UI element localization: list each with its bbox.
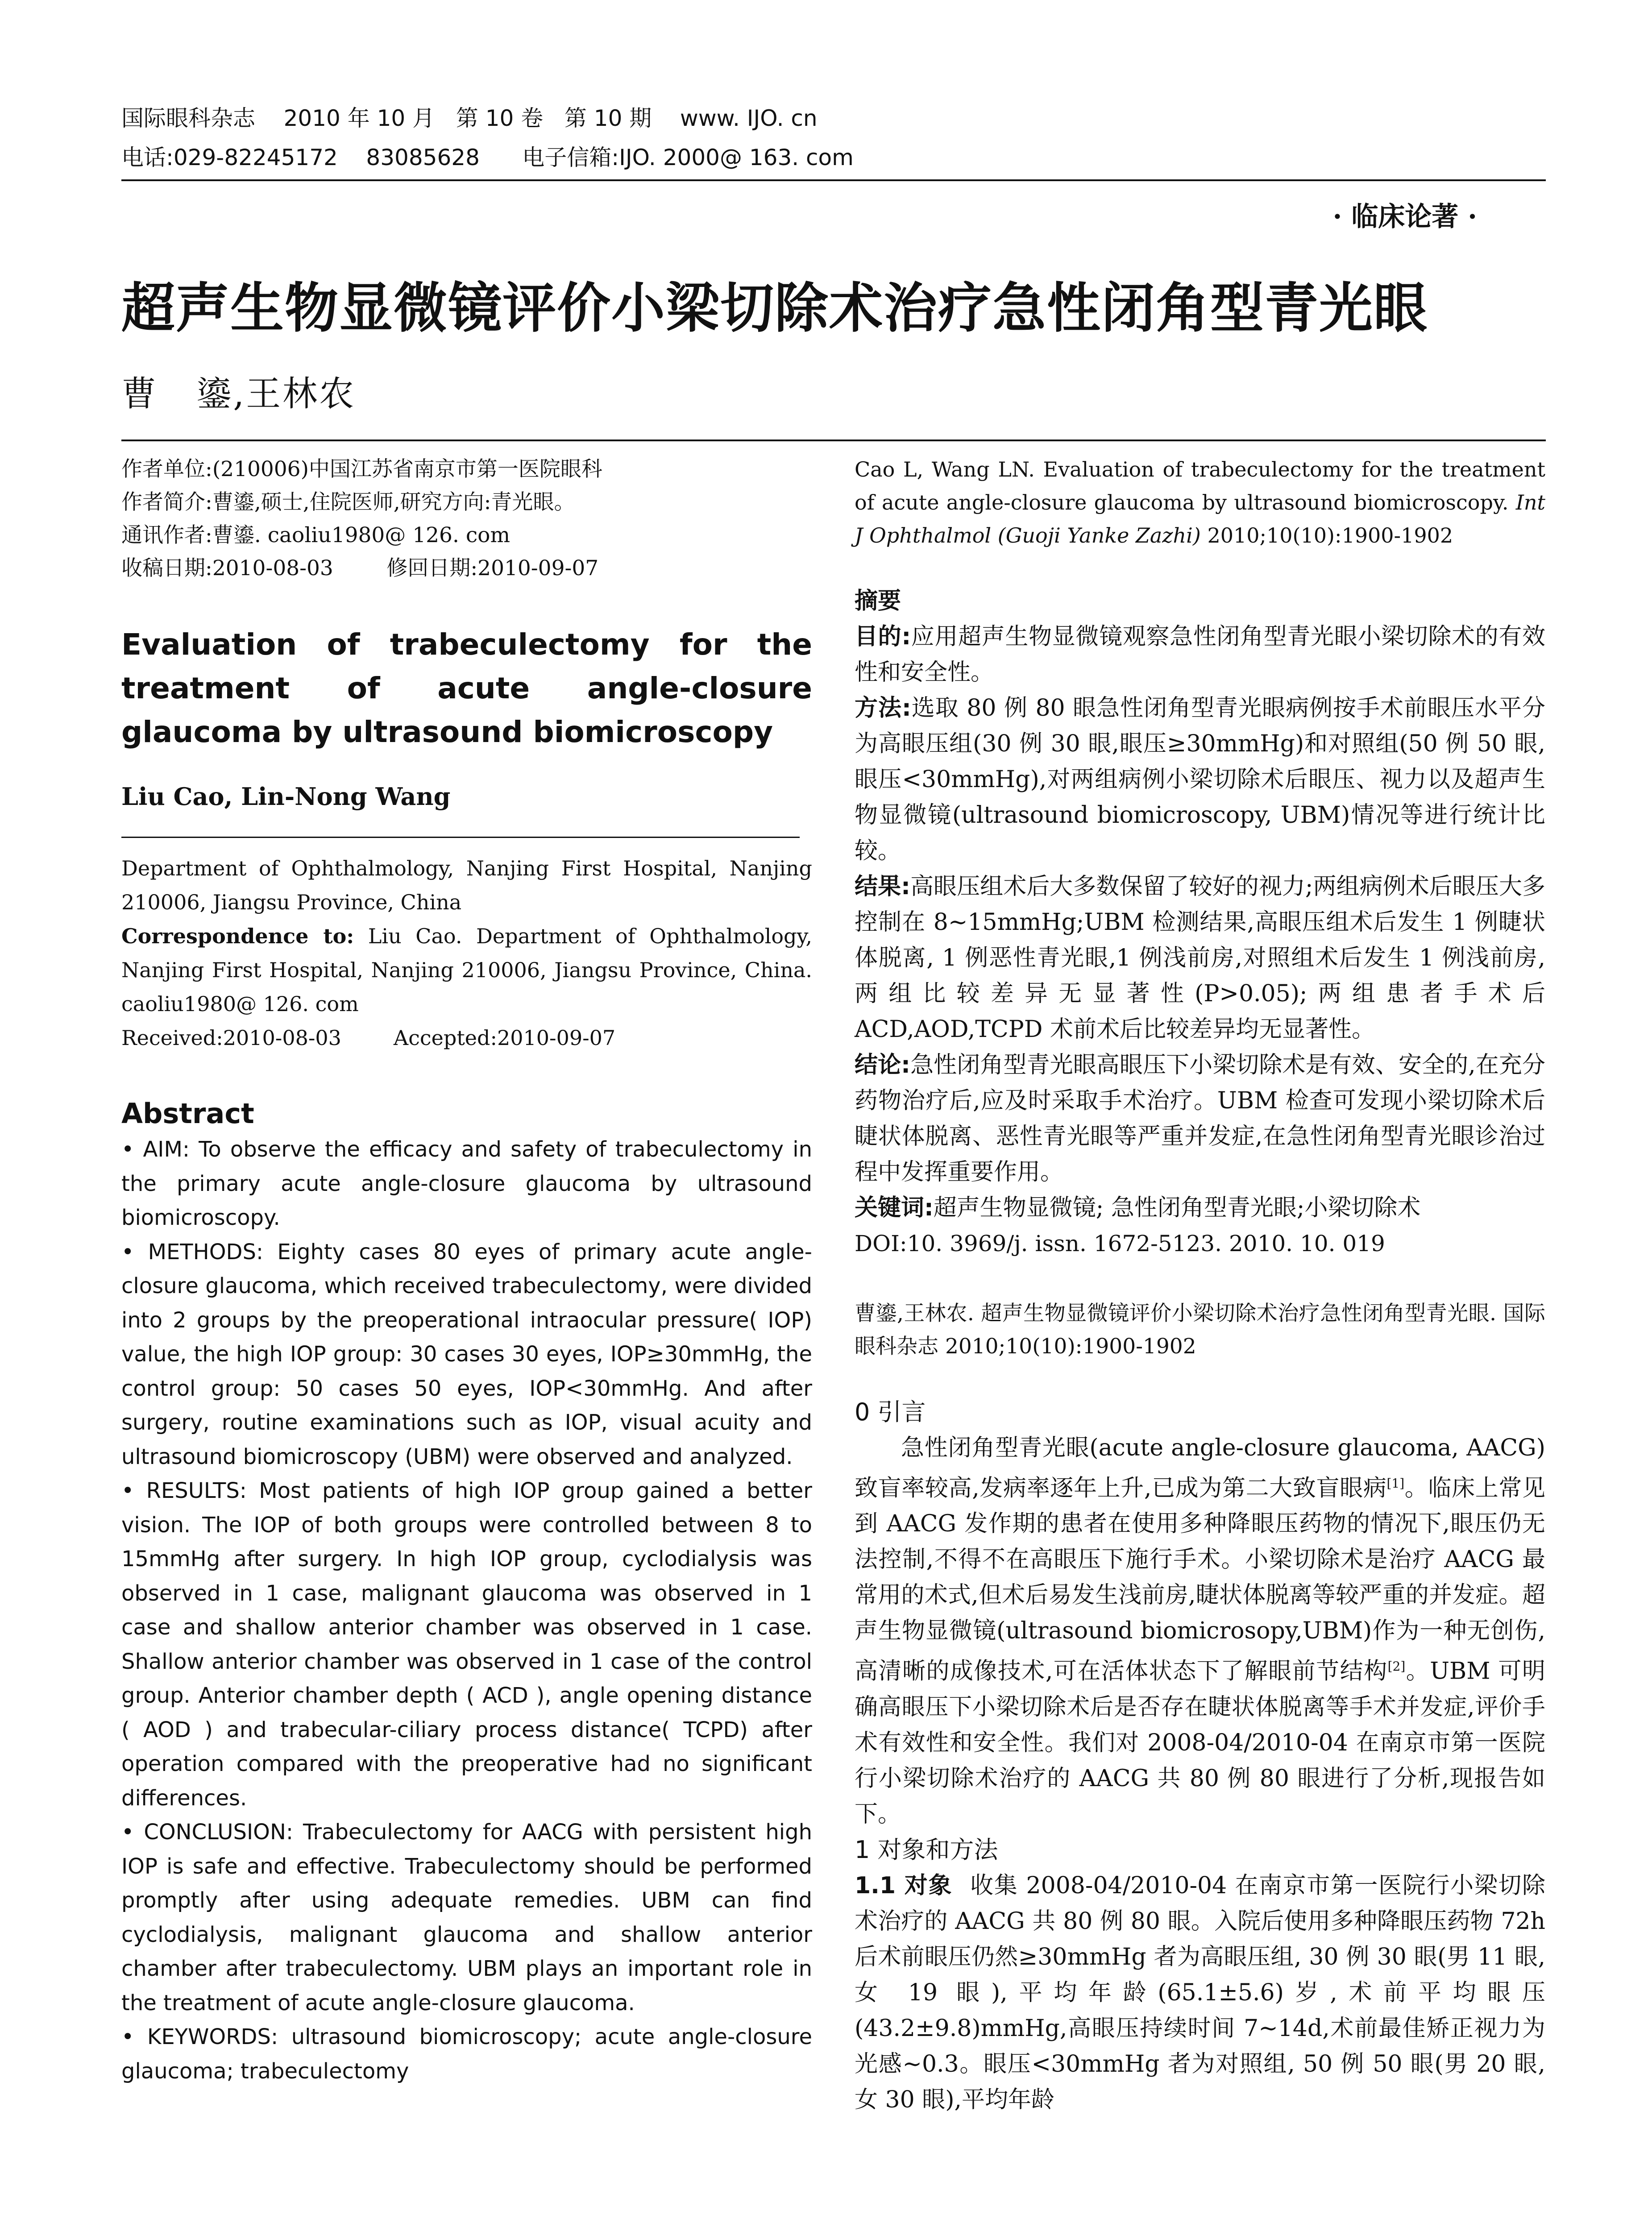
citation-en-tail: 2010;10(10):1900-1902	[1200, 523, 1453, 547]
correspondence-label: Correspondence to:	[121, 924, 354, 948]
meta-author-bio-cn: 作者简介:曹鎏,硕士,住院医师,研究方向:青光眼。	[121, 490, 575, 514]
authors-cn: 曹 鎏,王林农	[121, 374, 356, 414]
abstract-cn-results	[855, 869, 1545, 1047]
citation-en-journal: Int J Ophthalmol (Guoji Yanke Zazhi)	[855, 490, 1545, 547]
left-column	[121, 453, 812, 2088]
abstract-results-text: Most patients of high IOP group gained a better vision. The IOP of both groups were controlled between 8 to 15mmHg after surgery. In high IOP group, cyclodialysis was observed in 1 case, malignant glaucoma was observed in 1 case and shallow anterior chamber was observed in 1 case. Shallow anterior chamber was observed in 1 case of the control group. Anterior chamber depth ( ACD ), angle opening distance ( AOD ) and trabecular-ciliary process distance( TCPD) after operation compared with the preoperative had no significant differences.	[121, 1478, 812, 1811]
abstract-cn-conclusion-text: 急性闭角型青光眼高眼压下小梁切除术是有效、安全的,在充分药物治疗后,应及时采取手术治疗。UBM 检查可发现小梁切除术后睫状体脱离、恶性青光眼等严重并发症,在急性闭角型青光眼诊治过程中发挥重要作用。	[855, 1052, 1546, 1186]
abstract-cn-aim-label: 目的:	[855, 623, 911, 650]
meta-correspondence-cn: 通讯作者:曹鎏. caoliu1980@ 126. com	[121, 523, 511, 547]
meta-dates-cn: 收稿日期:2010-08-03 修回日期:2010-09-07	[121, 556, 599, 581]
intro-ref-2: [2]	[1387, 1659, 1406, 1674]
intro-text-1: 急性闭角型青光眼(acute angle-closure glaucoma, AACG)致盲率较高,发病率逐年上升,已成为第二大致盲眼病	[855, 1435, 1545, 1502]
right-column	[855, 453, 1545, 2118]
abstract-cn-methods-label: 方法:	[855, 695, 911, 722]
meta-affiliation-cn: 作者单位:(210006)中国江苏省南京市第一医院眼科	[121, 457, 602, 481]
doi: DOI:10. 3969/j. issn. 1672-5123. 2010. 10. 019	[855, 1231, 1385, 1256]
subsection-1-1-text: 收集 2008-04/2010-04 在南京市第一医院行小梁切除术治疗的 AACG 共 80 例 80 眼。入院后使用多种降眼压药物 72h 后术前眼压仍然≥30mmHg 者为高眼压组, 30 例 30 眼(男 11 眼,女 19 眼),平均年龄(65.1±5.6)岁,术前平均眼压(43.2±9.8)mmHg,高眼压持续时间 7~14d,术前最佳矫正视力为光感~0.3。眼压<30mmHg 者为对照组, 50 例 50 眼(男 20 眼,女 30 眼),平均年龄	[855, 1872, 1545, 2113]
abstract-methods	[121, 1235, 812, 1474]
abstract-keywords-label: • KEYWORDS:	[121, 2024, 278, 2049]
abstract-cn-conclusion-label: 结论:	[855, 1052, 910, 1078]
abstract-conclusion-text: Trabeculectomy for AACG with persistent high IOP is safe and effective. Trabeculectomy should be performed promptly after using adequate remedies. UBM can find cyclodialysis, malignant glaucoma and shallow anterior chamber after trabeculectomy. UBM plays an important role in the treatment of acute angle-closure glaucoma.	[121, 1820, 813, 2015]
abstract-cn-heading: 摘要	[855, 588, 901, 614]
abstract-results	[121, 1474, 812, 1815]
citation-en-text: Cao L, Wang LN. Evaluation of trabeculectomy for the treatment of acute angle-closure glaucoma by ultrasound biomicroscopy.	[855, 457, 1545, 514]
correspondence-en	[121, 919, 812, 1021]
abstract-methods-text: Eighty cases 80 eyes of primary acute angle-closure glaucoma, which received trabeculectomy, were divided into 2 groups by the preoperational intraocular pressure( IOP) value, the high IOP group: 30 cases 30 eyes, IOP≥30mmHg, the control group: 50 cases 50 eyes, IOP<30mmHg. And after surgery, routine examinations such as IOP, visual acuity and ultrasound biomicroscopy (UBM) were observed and analyzed.	[121, 1239, 813, 1469]
intro-text-2: 。临床上常见到 AACG 发作期的患者在使用多种降眼压药物的情况下,眼压仍无法控制,不得不在高眼压下施行手术。小梁切除术是治疗 AACG 最常用的术式,但术后易发生浅前房,睫状体脱离等较严重的并发症。超声生物显微镜(ultrasound biomicrosopy,UBM)作为一种无创伤,高清晰的成像技术,可在活体状态下了解眼前节结构	[855, 1475, 1545, 1685]
title-rule	[121, 440, 1546, 441]
dates-en: Received:2010-08-03 Accepted:2010-09-07	[121, 1026, 616, 1050]
subsection-1-1	[855, 1868, 1545, 2118]
authors-en: Liu Cao, Lin-Nong Wang	[121, 782, 451, 811]
abstract-cn-methods	[855, 690, 1545, 869]
section-0-heading: 0 引言	[855, 1398, 926, 1426]
citation-cn: 曹鎏,王林农. 超声生物显微镜评价小梁切除术治疗急性闭角型青光眼. 国际眼科杂志 2010;10(10):1900-1902	[855, 1301, 1545, 1359]
abstract-aim	[121, 1132, 812, 1235]
abstract-results-label: • RESULTS:	[121, 1478, 247, 1503]
abstract-cn-conclusion	[855, 1047, 1545, 1190]
abstract-keywords	[121, 2020, 812, 2088]
journal-header-line1: 国际眼科杂志 2010 年 10 月 第 10 卷 第 10 期 www. IJO. cn	[121, 105, 818, 131]
abstract-cn-keywords	[855, 1190, 1545, 1226]
intro-text-3: 。UBM 可明确高眼压下小梁切除术后是否存在睫状体脱离等手术并发症,评价手术有效性和安全性。我们对 2008-04/2010-04 在南京市第一医院行小梁切除术治疗的 AACG 共 80 例 80 眼进行了分析,现报告如下。	[855, 1658, 1546, 1828]
affiliation-en: Department of Ophthalmology, Nanjing First Hospital, Nanjing 210006, Jiangsu Province, China	[121, 856, 812, 914]
journal-header-line2: 电话:029-82245172 83085628 电子信箱:IJO. 2000@ 163. com	[121, 145, 854, 170]
abstract-methods-label: • METHODS:	[121, 1239, 264, 1265]
abstract-keywords-text: ultrasound biomicroscopy; acute angle-closure glaucoma; trabeculectomy	[121, 2024, 813, 2084]
header-rule	[121, 179, 1546, 181]
affiliation-rule	[121, 837, 800, 838]
abstract-cn-keywords-label: 关键词:	[855, 1194, 934, 1221]
abstract-conclusion	[121, 1815, 812, 2020]
title-en: Evaluation of trabeculectomy for the treatment of acute angle-closure glaucoma by ultrasound biomicroscopy	[121, 627, 812, 749]
abstract-aim-text: To observe the efficacy and safety of trabeculectomy in the primary acute angle-closure glaucoma by ultrasound biomicroscopy.	[121, 1137, 812, 1230]
abstract-cn-aim-text: 应用超声生物显微镜观察急性闭角型青光眼小梁切除术的有效性和安全性。	[855, 623, 1545, 686]
subsection-1-1-label: 1.1 对象	[855, 1872, 953, 1899]
intro-paragraph	[855, 1430, 1545, 1832]
section-1-heading: 1 对象和方法	[855, 1835, 998, 1864]
correspondence-text: Liu Cao. Department of Ophthalmology, Nanjing First Hospital, Nanjing 210006, Jiangsu Province, China. caoliu1980@ 126. com	[121, 924, 813, 1016]
abstract-aim-label: • AIM:	[121, 1137, 190, 1162]
abstract-conclusion-label: • CONCLUSION:	[121, 1820, 294, 1845]
abstract-cn-methods-text: 选取 80 例 80 眼急性闭角型青光眼病例按手术前眼压水平分为高眼压组(30 例 30 眼,眼压≥30mmHg)和对照组(50 例 50 眼,眼压<30mmHg),对两组病例小梁切除术后眼压、视力以及超声生物显微镜(ultrasound biomicroscopy, UBM)情况等进行统计比较。	[855, 695, 1545, 864]
abstract-cn-results-text: 高眼压组术后大多数保留了较好的视力;两组病例术后眼压大多控制在 8~15mmHg;UBM 检测结果,高眼压组术后发生 1 例睫状体脱离, 1 例恶性青光眼,1 例浅前房,对照组术后发生 1 例浅前房,两组比较差异无显著性(P>0.05);两组患者手术后 ACD,AOD,TCPD 术前术后比较差异均无显著性。	[855, 873, 1546, 1043]
abstract-cn-aim	[855, 619, 1545, 690]
title-cn: 超声生物显微镜评价小梁切除术治疗急性闭角型青光眼	[121, 278, 1428, 340]
citation-en	[855, 453, 1545, 552]
intro-ref-1: [1]	[1386, 1476, 1405, 1491]
abstract-cn-results-label: 结果:	[855, 873, 910, 900]
abstract-heading: Abstract	[121, 1097, 254, 1130]
abstract-cn-keywords-text: 超声生物显微镜; 急性闭角型青光眼;小梁切除术	[933, 1194, 1421, 1221]
section-tag: · 临床论著 ·	[1332, 201, 1477, 232]
